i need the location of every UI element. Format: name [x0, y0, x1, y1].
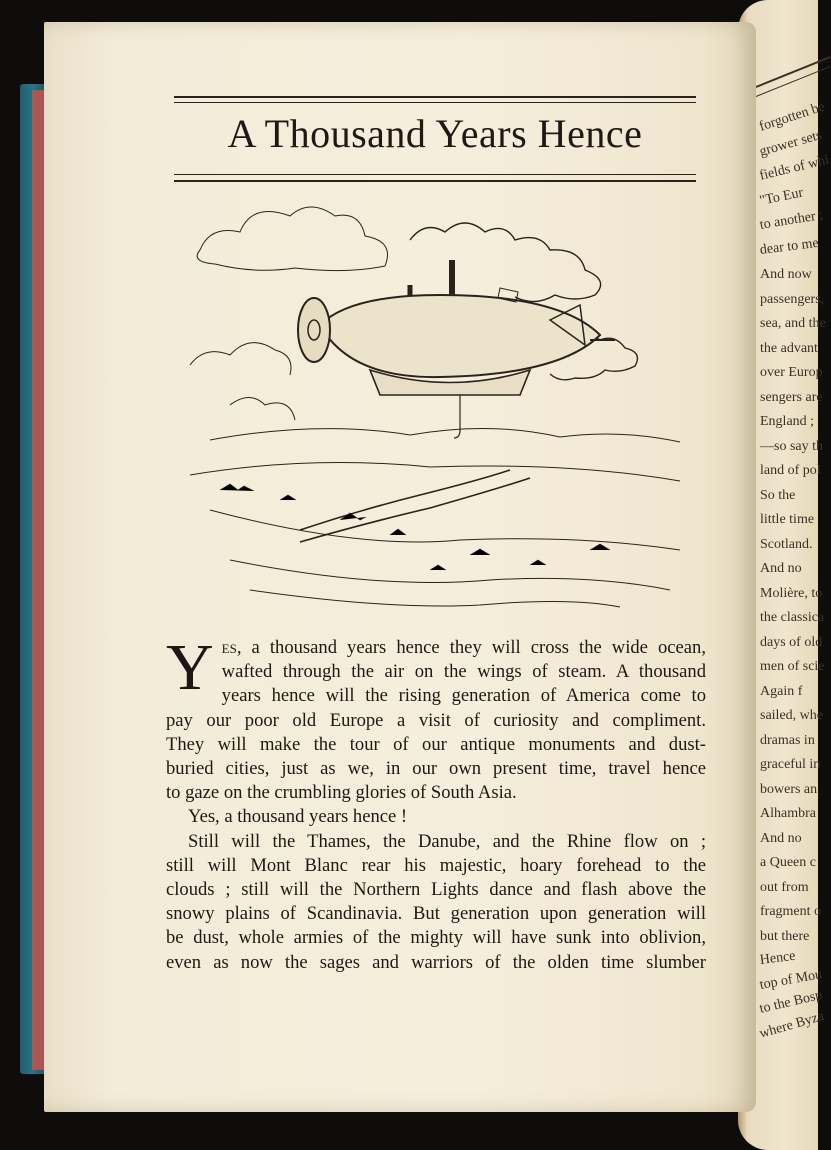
- facing-page-line: passengers,: [760, 291, 825, 307]
- facing-page-line: fields of whi: [758, 152, 831, 184]
- facing-page-line: Hence: [759, 948, 797, 968]
- facing-page-line: to another ;: [758, 207, 825, 233]
- facing-page-line: land of pol: [760, 463, 821, 478]
- text-line: be dust, whole armies of the mighty will have sunk into oblivion,: [166, 927, 706, 949]
- text-line: They will make the tour of our antique monuments and dust-: [166, 733, 706, 755]
- title-rule-top: [174, 96, 696, 98]
- text-line: years hence will the rising generation of America come to: [221, 685, 706, 707]
- facing-page-line: And no: [760, 561, 802, 576]
- text-line: to gaze on the crumbling glories of South Asia.: [166, 782, 517, 804]
- facing-page-line: And no: [760, 830, 802, 846]
- page-title: A Thousand Years Hence: [227, 111, 643, 156]
- text-line: wafted through the air on the wings of steam. A thousand: [221, 661, 706, 683]
- facing-page-line: men of scie: [760, 659, 825, 674]
- facing-page-line: dramas in: [760, 732, 815, 748]
- facing-page-line: England ;: [760, 414, 815, 429]
- facing-page-line: graceful in: [760, 757, 821, 772]
- title-rule-top-thin: [174, 102, 696, 103]
- facing-page-line: fragment o: [760, 904, 822, 919]
- facing-page-line: out from: [760, 879, 809, 895]
- facing-page-line: sea, and the: [760, 316, 826, 331]
- first-word: es,: [221, 637, 242, 658]
- text-line: snowy plains of Scandinavia. But generation upon generation will: [166, 903, 706, 925]
- title-rule-bottom: [174, 180, 696, 182]
- text-line: clouds ; still will the Northern Lights dance and flash above the: [166, 879, 706, 901]
- facing-page-line: sengers are: [760, 389, 823, 405]
- facing-page-line: bowers an: [760, 781, 818, 797]
- text-line: pay our poor old Europe a visit of curiosity and compliment.: [166, 709, 706, 731]
- facing-page-line: dear to me: [759, 235, 820, 258]
- facing-page-line: So the: [760, 487, 796, 503]
- facing-page-line: —so say th: [760, 438, 823, 454]
- facing-page-line: but there: [760, 928, 810, 944]
- title-rule-bottom-thin: [174, 174, 696, 175]
- text-line: es, a thousand years hence they will cross the wide ocean,: [221, 637, 706, 658]
- text-line: buried cities, just as we, in our own present time, travel hence: [166, 758, 706, 780]
- facing-page-line: grower sets: [757, 127, 824, 160]
- text-line: even as now the sages and warriors of the olden time slumber: [166, 951, 706, 973]
- facing-page-line: where Byza: [757, 1008, 826, 1042]
- text-line: still will Mont Blanc rear his majestic, hoary forehead to the: [166, 854, 706, 876]
- facing-page-line: Again f: [760, 683, 803, 699]
- facing-page-line: over Europ: [760, 365, 823, 380]
- facing-page-line: days of old: [760, 634, 823, 650]
- facing-page-line: the classica: [760, 610, 825, 625]
- facing-page-line: sailed, whe: [760, 708, 823, 723]
- facing-page-line: Scotland.: [760, 536, 813, 552]
- facing-page-line: top of Mou: [758, 966, 824, 993]
- facing-page-line: a Queen c: [760, 855, 816, 870]
- facing-page-rule: [756, 56, 831, 88]
- facing-page-line: little time: [760, 512, 815, 527]
- facing-page-line: forgotten be: [757, 99, 827, 135]
- text-line: Still will the Thames, the Danube, and the Rhine flow on ;: [188, 830, 706, 852]
- facing-page-line: Alhambra: [760, 806, 816, 821]
- text-line: Yes, a thousand years hence !: [188, 806, 408, 828]
- title-frame: [174, 96, 696, 184]
- body-text: [166, 631, 706, 975]
- facing-page-line: Molière, to: [760, 585, 823, 601]
- facing-page-line: to the Bosp: [758, 987, 824, 1017]
- facing-page-line: the advant: [760, 340, 818, 356]
- airship-illustration: [170, 190, 700, 630]
- facing-page-line: And now: [760, 267, 812, 282]
- facing-page-line: "To Eur: [758, 184, 805, 209]
- drop-cap: Y: [166, 631, 214, 704]
